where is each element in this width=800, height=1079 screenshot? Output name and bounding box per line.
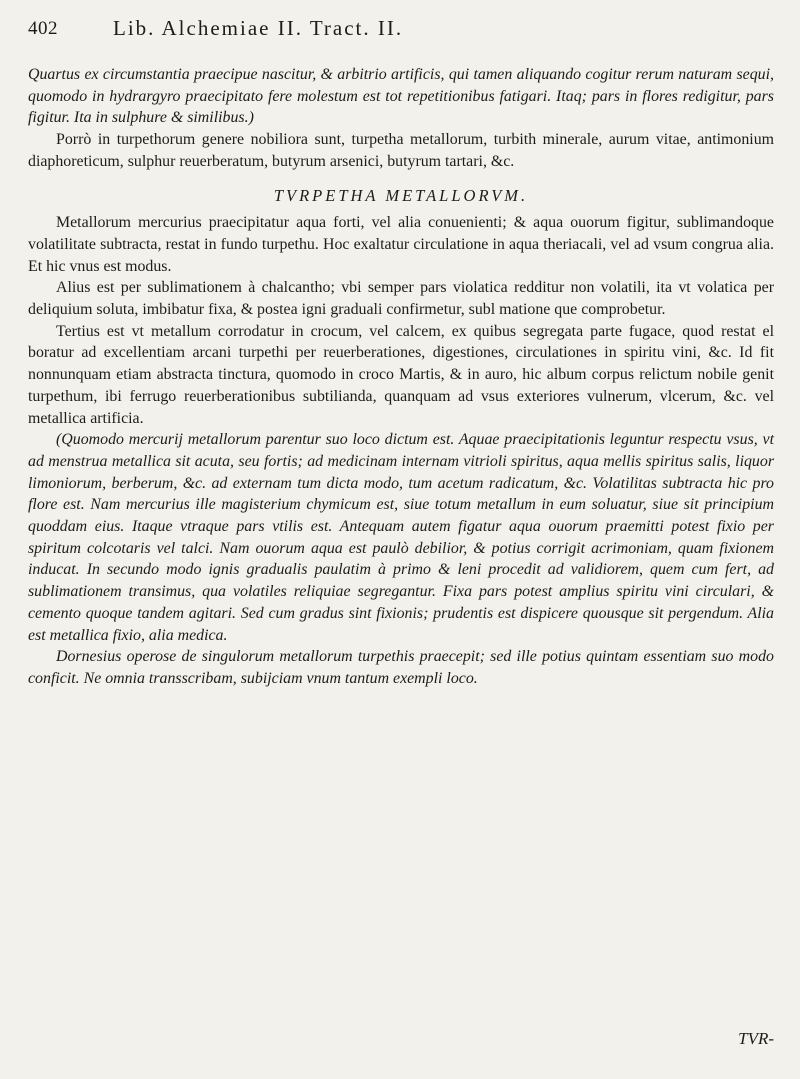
paragraph-porro: Porrò in turpethorum genere nobiliora sunt, turpetha metallorum, turbith minerale, aurum vitae, antimonium diaphoreticum, sulphur reuerberatum, butyrum arsenici, butyrum tartari, &c. bbox=[28, 131, 774, 170]
body-text bbox=[28, 64, 774, 690]
paragraph-tertius: Tertius est vt metallum corrodatur in crocum, vel calcem, ex quibus segregata parte fugace, quod restat el boratur ad excellentiam arcani turpethi per reuerberationes, digestiones, circulationes in spiritu vini, &c. Id fit nonnunquam etiam abstracta tinctura, quomodo in croco Martis, & in auro, hic album corpus relictum nobile genit turpethum, ibi ferrugo reuerberationibus subtilianda, quanquam ad vsus exteriores vulnerum, vlcerum, &c. vel metallica artificia. bbox=[28, 322, 774, 427]
paragraph-commentary: (Quomodo mercurij metallorum parentur suo loco dictum est. Aquae praecipitationis leguntur respectu vsus, vt ad menstrua metallica sit acuta, seu fortis; ad medicinam internam vitrioli spiritus, aqua mellis spiritus salis, liquor limoniorum, berberum, &c. ad externam tum dicta modo, tum acetum radicatum, &c. Volatilitas subtracta hic pro flore est. Nam mercurius ille magisterium chymicum est, siue totum metallum in eum soluatur, siue sit principium quoddam eius. Itaque vtraque pars vtilis est. Antequam autem figatur aqua ouorum praemitti potest fixio per spiritum colcotaris vel talci. Nam ouorum aqua est paulò debilior, & potius corrigit acrimoniam, quam fixionem inducat. In secundo modo ignis gradualis paulatim à primo & leni procedit ad validiorem, quem cum fert, ad sublimationem transimus, qua volatiles reliquiae segregantur. Fixa pars potest amplius spiritu vini circulari, & cemento quoque tandem agitari. Sed cum gradus sint fixionis; prudentis est dispicere quousque sit pergendum. Alia est metallica fixio, alia medica. bbox=[28, 431, 774, 644]
paragraph-dornesius: Dornesius operose de singulorum metallorum turpethis praecepit; sed ille potius quintam essentiam suo modo conficit. Ne omnia transscribam, subijciam vnum tantum exempli loco. bbox=[28, 648, 774, 687]
paragraph-quartus: Quartus ex circumstantia praecipue nascitur, & arbitrio artificis, qui tamen aliquando cogitur rerum naturam sequi, quomodo in hydrargyro praecipitato fere molestum est tot repetitionibus fatigari. Itaq; pars in flores redigitur, pars figitur. Ita in sulphure & similibus.) bbox=[28, 66, 774, 127]
running-header bbox=[28, 14, 782, 46]
page-number: 402 bbox=[28, 18, 58, 39]
section-heading: TVRPETHA METALLORVM. bbox=[273, 185, 529, 205]
paragraph-alius: Alius est per sublimationem à chalcantho; vbi semper pars violatica redditur non volatili, ita vt volatica per deliquium soluta, imbibatur fixa, & postea igni graduali confirmetur, subl matione que comprobetur. bbox=[28, 279, 774, 319]
running-title: Lib. Alchemiae II. Tract. II. bbox=[113, 16, 404, 40]
paragraph-metallorum: Metallorum mercurius praecipitatur aqua forti, vel alia conuenienti; & aqua ouorum figitur, sublimandoque volatilitate subtracta, restat in fundo turpethu. Hoc exaltatur circulatione in aqua theriacali, vel ad vsum congrua alia. Et hic vnus est modus. bbox=[28, 214, 774, 275]
catchword: TVR- bbox=[738, 1029, 774, 1048]
